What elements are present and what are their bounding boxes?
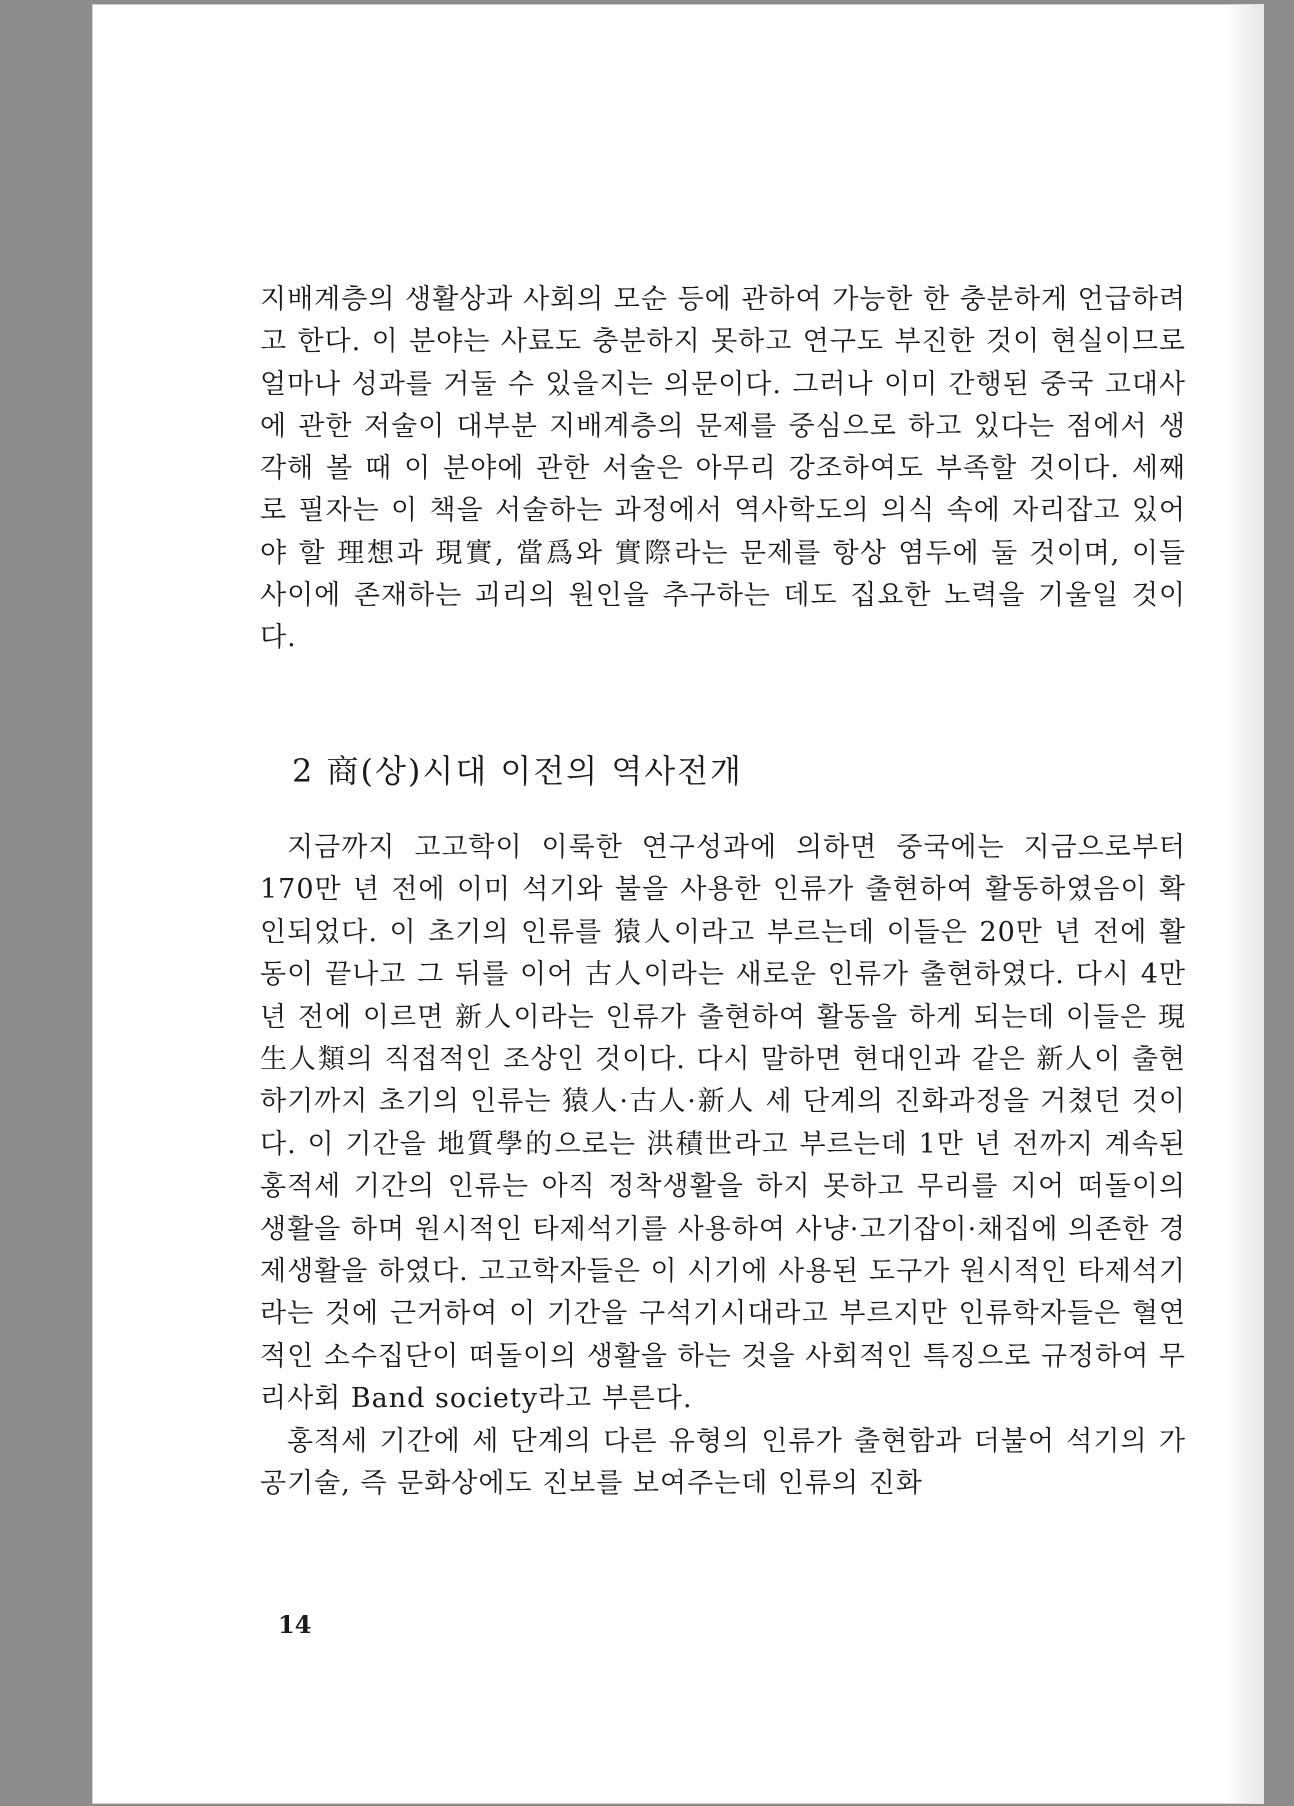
book-page [92,4,1264,1804]
text-block-main [260,827,1186,1506]
page-number: 14 [278,1610,312,1639]
page-edge-shadow [1224,4,1264,1804]
paragraph-continued: 홍적세 기간에 세 단계의 다른 유형의 인류가 출현함과 더불어 석기의 가공기술, 즉 문화상에도 진보를 보여주는데 인류의 진화 [260,1425,1186,1500]
paragraph-intro: 지배계층의 생활상과 사회의 모순 등에 관하여 가능한 한 충분하게 언급하려고 한다. 이 분야는 사료도 충분하지 못하고 연구도 부진한 것이 현실이므로 얼마나 성과를 거둘 수 있을지는 의문이다. 그러나 이미 간행된 중국 고대사에 관한 저술이 대부분 지배계층의 문제를 중심으로 하고 있다는 점에서 생각해 볼 때 이 분야에 관한 서술은 아무리 강조하여도 부족할 것이다. 세째로 필자는 이 책을 서술하는 과정에서 역사학도의 의식 속에 자리잡고 있어야 할 理想과 現實, 當爲와 實際라는 문제를 항상 염두에 둘 것이며, 이들 사이에 존재하는 괴리의 원인을 추구하는 데도 집요한 노력을 기울일 것이다. [260,284,1186,654]
section-heading: 2 商(상)시대 이전의 역사전개 [292,752,743,790]
paragraph-main: 지금까지 고고학이 이룩한 연구성과에 의하면 중국에는 지금으로부터 170만 년 전에 이미 석기와 불을 사용한 인류가 출현하여 활동하였음이 확인되었다. 이 초기의 인류를 猿人이라고 부르는데 이들은 20만 년 전에 활동이 끝나고 그 뒤를 이어 古人이라는 새로운 인류가 출현하였다. 다시 4만 년 전에 이르면 新人이라는 인류가 출현하여 활동을 하게 되는데 이들은 現生人類의 직접적인 조상인 것이다. 다시 말하면 현대인과 같은 新人이 출현하기까지 초기의 인류는 猿人·古人·新人 세 단계의 진화과정을 거쳤던 것이다. 이 기간을 地質學的으로는 洪積世라고 부르는데 1만 년 전까지 계속된 홍적세 기간의 인류는 아직 정착생활을 하지 못하고 무리를 지어 떠돌이의 생활을 하며 원시적인 타제석기를 사용하여 사냥·고기잡이·채집에 의존한 경제생활을 하였다. 고고학자들은 이 시기에 사용된 도구가 원시적인 타제석기라는 것에 근거하여 이 기간을 구석기시대라고 부르지만 인류학자들은 혈연적인 소수집단이 떠돌이의 생활을 하는 것을 사회적인 특징으로 규정하여 무리사회 Band society라고 부른다. [260,832,1186,1415]
text-block-top [260,279,1186,660]
